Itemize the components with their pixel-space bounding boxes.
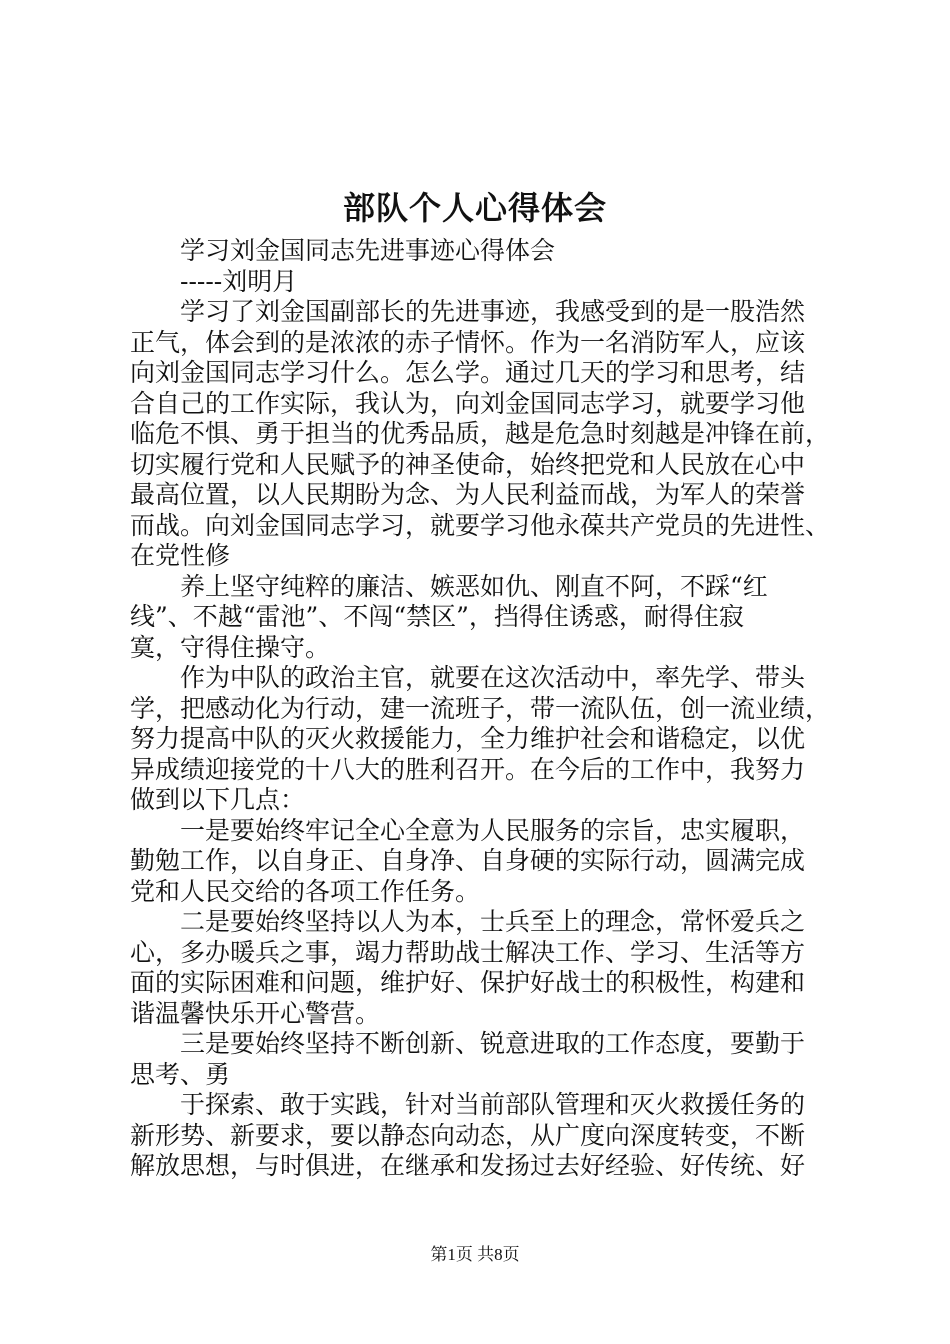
text-line: 向刘金国同志学习什么。怎么学。通过几天的学习和思考，结	[130, 358, 806, 387]
text-line: 面的实际困难和问题，维护好、保护好战士的积极性，构建和	[130, 968, 806, 997]
text-line: 临危不惧、勇于担当的优秀品质，越是危急时刻越是冲锋在前，	[130, 419, 831, 448]
text-line: 正气，体会到的是浓浓的赤子情怀。作为一名消防军人，应该	[130, 327, 806, 357]
text-line: 寞，守得住操守。	[130, 632, 331, 662]
text-line: 在党性修	[130, 541, 231, 570]
page-footer: 第1页 共8页	[430, 1245, 520, 1264]
text-line: 切实履行党和人民赋予的神圣使命，始终把党和人民放在心中	[130, 449, 806, 479]
text-line: -----刘明月	[130, 266, 298, 296]
text-line: 养上坚守纯粹的廉洁、嫉恶如仇、刚直不阿，不踩“红	[130, 571, 768, 601]
text-line: 努力提高中队的灭火救援能力，全力维护社会和谐稳定，以优	[130, 724, 806, 753]
text-line: 线”、不越“雷池”、不闯“禁区”，挡得住诱惑，耐得住寂	[130, 602, 744, 631]
text-line: 谐温馨快乐开心警营。	[130, 998, 381, 1028]
text-line: 而战。向刘金国同志学习，就要学习他永葆共产党员的先进性、	[130, 510, 831, 540]
text-line: 一是要始终牢记全心全意为人民服务的宗旨，忠实履职，	[130, 815, 806, 845]
text-line: 最高位置，以人民期盼为念、为人民利益而战，为军人的荣誉	[130, 480, 806, 509]
text-line: 学习刘金国同志先进事迹心得体会	[130, 236, 556, 265]
text-line: 作为中队的政治主官，就要在这次活动中，率先学、带头	[130, 663, 806, 692]
document-body	[130, 236, 850, 1182]
text-line: 思考、勇	[130, 1059, 231, 1089]
text-line: 学习了刘金国副部长的先进事迹，我感受到的是一股浩然	[130, 297, 806, 326]
text-line: 解放思想，与时俱进，在继承和发扬过去好经验、好传统、好	[130, 1151, 806, 1180]
text-line: 党和人民交给的各项工作任务。	[130, 876, 481, 906]
text-line: 做到以下几点：	[130, 785, 306, 814]
text-line: 三是要始终坚持不断创新、锐意进取的工作态度，要勤于	[130, 1029, 806, 1058]
text-line: 二是要始终坚持以人为本，士兵至上的理念，常怀爱兵之	[130, 907, 806, 936]
text-line: 于探索、敢于实践，针对当前部队管理和灭火救援任务的	[130, 1090, 806, 1119]
text-line: 合自己的工作实际，我认为，向刘金国同志学习，就要学习他	[130, 388, 806, 418]
text-line: 心，多办暖兵之事，竭力帮助战士解决工作、学习、生活等方	[130, 937, 806, 967]
text-line: 异成绩迎接党的十八大的胜利召开。在今后的工作中，我努力	[130, 754, 806, 784]
text-line: 勤勉工作，以自身正、自身净、自身硬的实际行动，圆满完成	[130, 846, 806, 875]
document-title: 部队个人心得体会	[342, 189, 607, 227]
text-line: 学，把感动化为行动，建一流班子，带一流队伍，创一流业绩，	[130, 693, 831, 723]
text-line: 新形势、新要求，要以静态向动态，从广度向深度转变，不断	[130, 1120, 806, 1150]
